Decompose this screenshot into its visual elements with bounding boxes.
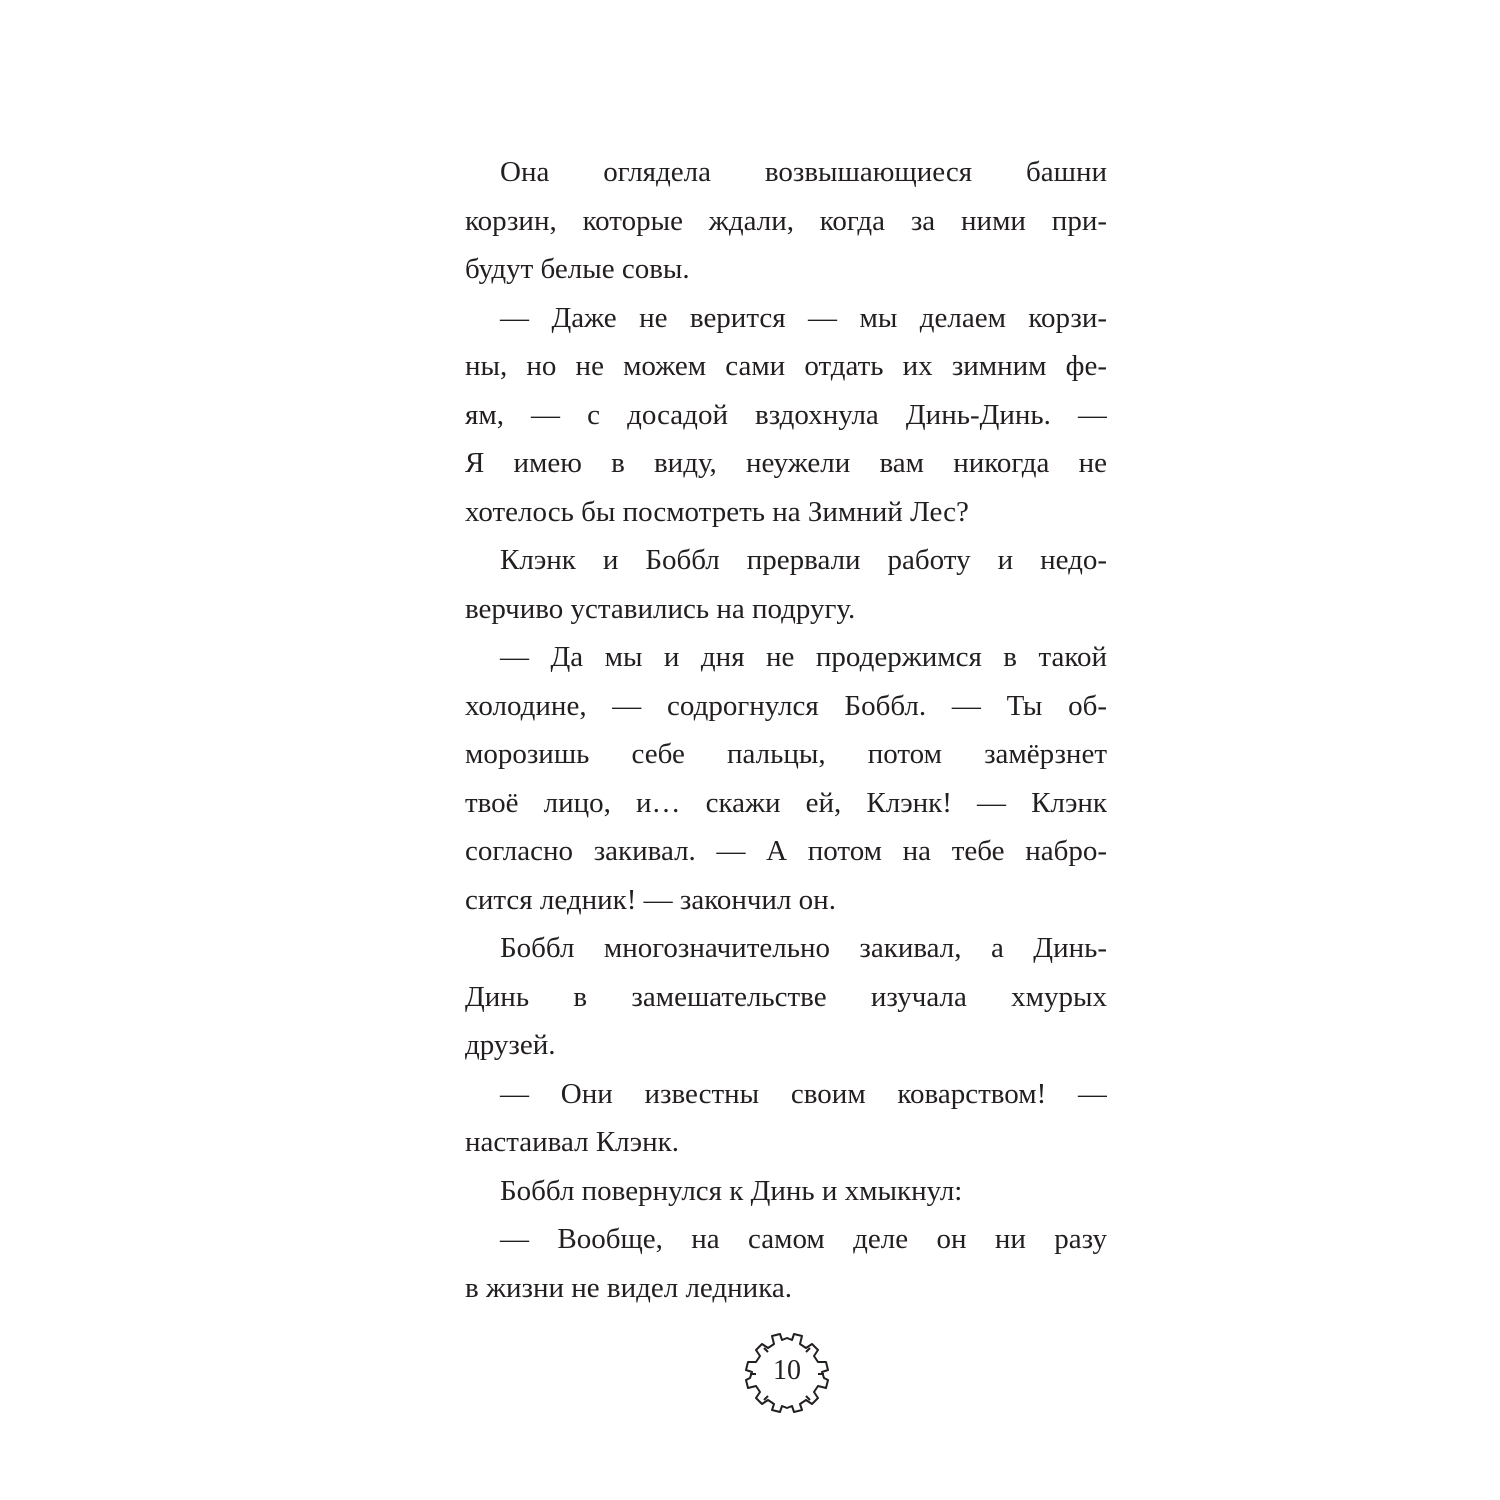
text-line: согласно закивал. — А потом на тебе набро-	[465, 835, 1107, 867]
text-line: Она оглядела возвышающиеся башни	[500, 156, 1107, 188]
text-line: верчиво уставились на подругу.	[465, 592, 856, 625]
text-line: ям, — с досадой вздохнула Динь-Динь. —	[465, 398, 1107, 431]
text-line: — Да мы и дня не продержимся в такой	[500, 641, 1107, 673]
text-line: морозишь себе пальцы, потом замёрзнет	[465, 738, 1107, 770]
text-line: — Они известны своим коварством! —	[500, 1077, 1107, 1110]
text-line: хотелось бы посмотреть на Зимний Лес?	[465, 495, 969, 528]
text-line: сится ледник! — закончил он.	[465, 883, 836, 916]
text-line: холодине, — содрогнулся Боббл. — Ты об-	[465, 689, 1107, 722]
text-line: твоё лицо, и… скажи ей, Клэнк! — Клэнк	[465, 786, 1107, 819]
text-line: — Даже не верится — мы делаем корзи-	[500, 301, 1107, 334]
text-line: Клэнк и Боббл прервали работу и недо-	[500, 544, 1107, 576]
text-line: настаивал Клэнк.	[465, 1126, 679, 1158]
page-number-ornament	[742, 1330, 832, 1414]
text-line: Динь в замешательстве изучала хмурых	[465, 980, 1107, 1013]
text-line: будут белые совы.	[465, 253, 690, 285]
text-line: — Вообще, на самом деле он ни разу	[500, 1223, 1107, 1255]
text-line: корзин, которые ждали, когда за ними при-	[465, 204, 1107, 237]
text-line: друзей.	[465, 1029, 556, 1061]
text-line: Я имею в виду, неужели вам никогда не	[465, 447, 1107, 479]
text-line: Боббл повернулся к Динь и хмыкнул:	[500, 1174, 963, 1207]
text-line: в жизни не видел ледника.	[465, 1271, 792, 1304]
text-line: ны, но не можем сами отдать их зимним фе-	[465, 350, 1107, 382]
body-text	[465, 148, 1107, 1312]
page-number: 10	[773, 1355, 801, 1386]
text-line: Боббл многозначительно закивал, а Динь-	[500, 932, 1107, 964]
